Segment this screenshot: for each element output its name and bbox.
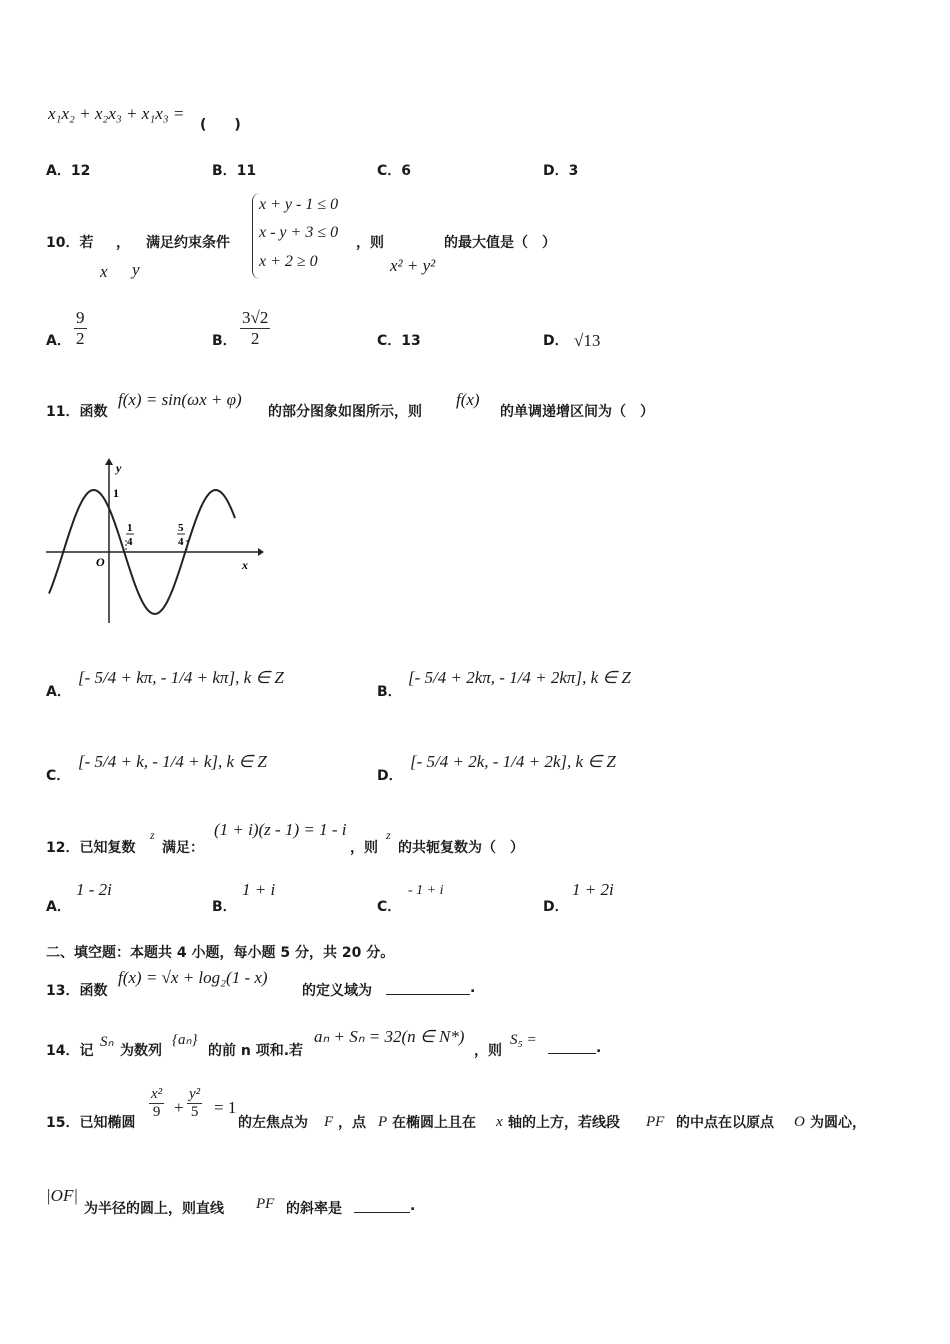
- q15-text-2: ，点: [338, 1115, 366, 1131]
- q15-prefix: 15．已知椭圆: [46, 1115, 136, 1131]
- q11-option-b-interval: [- 5/4 + 2kπ, - 1/4 + 2kπ], k ∈ Z: [408, 668, 631, 687]
- q15-ellipse-rhs: = 1: [214, 1098, 237, 1117]
- q10-option-a-fraction: [74, 308, 87, 349]
- q11-mid: 的部分图象如图所示，则: [268, 404, 422, 420]
- q12-mid: 满足：: [162, 840, 204, 856]
- q10-prefix: 10．若: [46, 235, 94, 251]
- q11-option-d-interval: [- 5/4 + 2k, - 1/4 + 2k], k ∈ Z: [410, 752, 616, 771]
- q10-option-d-label: D．: [543, 333, 569, 349]
- q12-option-c-value: - 1 + i: [408, 883, 444, 898]
- q9-option-d: D．3: [543, 163, 579, 179]
- q14-prefix: 14．记: [46, 1043, 94, 1059]
- q14-sn: Sₙ: [100, 1034, 114, 1050]
- q12-option-b-value: 1 + i: [242, 880, 276, 899]
- q11-option-c-label: C．: [46, 768, 71, 784]
- q10-var-y: y: [132, 260, 140, 279]
- q12-option-b-label: B．: [212, 899, 237, 915]
- q11-function-ref: f(x): [456, 390, 480, 409]
- q15-text-8: 的斜率是: [286, 1201, 342, 1217]
- q14-answer-blank: [548, 1037, 596, 1054]
- q15-text-5: 的中点在以原点: [676, 1115, 774, 1131]
- q15-ellipse-den-2: 5: [190, 1104, 199, 1120]
- q12-then: ，则: [350, 840, 378, 856]
- q12-option-d-value: 1 + 2i: [572, 880, 614, 899]
- q11-option-a-interval: [- 5/4 + kπ, - 1/4 + kπ], k ∈ Z: [78, 668, 284, 687]
- q12-z-ref: z: [386, 828, 391, 842]
- q15-O: O: [794, 1114, 805, 1130]
- q10-option-a-denominator: 2: [76, 329, 85, 348]
- q10-option-b-numerator: 3√2: [242, 308, 269, 327]
- q14-then: ，则: [474, 1043, 502, 1059]
- graph-y-label: y: [116, 461, 122, 475]
- q15-text-7: 为半径的圆上，则直线: [84, 1201, 224, 1217]
- q10-option-d-value: √13: [574, 331, 601, 350]
- x-axis-arrow-icon: [258, 548, 264, 556]
- q14-mid1: 为数列: [120, 1043, 162, 1059]
- q12-option-a-label: A．: [46, 899, 71, 915]
- q10-constraint-3: x + 2 ≥ 0: [259, 253, 318, 270]
- q12-option-c-label: C．: [377, 899, 402, 915]
- q10-option-c: C．13: [377, 333, 421, 349]
- q13-answer-blank: [386, 978, 470, 995]
- q15-text-6: 为圆心，: [810, 1115, 866, 1131]
- q12-suffix: 的共轭复数为（ ）: [398, 840, 524, 856]
- q15-end: .: [410, 1198, 416, 1214]
- q15-ellipse-den-1: 9: [152, 1104, 161, 1120]
- q10-constraint-1: x + y - 1 ≤ 0: [259, 196, 339, 213]
- q11-option-a-label: A．: [46, 684, 71, 700]
- q11-option-b-label: B．: [377, 684, 402, 700]
- q12-z: z: [150, 828, 155, 842]
- q12-prefix: 12．已知复数: [46, 840, 136, 856]
- q13-end: .: [470, 980, 476, 996]
- q15-ellipse-num-1: x²: [151, 1086, 163, 1102]
- q15-P: P: [378, 1114, 388, 1130]
- q13-prefix: 13．函数: [46, 983, 108, 999]
- q12-option-d-label: D．: [543, 899, 569, 915]
- q15-ellipse-fraction-2: [187, 1086, 202, 1121]
- q11-option-d-label: D．: [377, 768, 403, 784]
- q12-equation: (1 + i)(z - 1) = 1 - i: [214, 820, 347, 839]
- q11-option-c-interval: [- 5/4 + k, - 1/4 + k], k ∈ Z: [78, 752, 267, 771]
- section-2-heading: 二、填空题：本题共 4 小题，每小题 5 分，共 20 分。: [46, 945, 395, 961]
- q15-text-3: 在椭圆上且在: [392, 1115, 476, 1131]
- q15-text-1: 的左焦点为: [238, 1115, 308, 1131]
- q10-suffix: 的最大值是（ ）: [444, 235, 556, 251]
- q9-option-a: A．12: [46, 163, 91, 179]
- q14-mid2: 的前 n 项和.若: [208, 1043, 304, 1059]
- q15-PF-ref: PF: [256, 1196, 275, 1212]
- q10-objective: x² + y²: [390, 256, 436, 275]
- tick1-denominator: 4: [127, 536, 133, 548]
- q15-ellipse-num-2: y²: [189, 1086, 201, 1102]
- q11-function: f(x) = sin(ωx + φ): [118, 390, 242, 409]
- q13-suffix: 的定义域为: [302, 983, 372, 999]
- tick2-numerator: 5: [178, 522, 184, 534]
- q9-expression: x₁x₂ + x₂x₃ + x₁x₃ =: [48, 104, 185, 123]
- q10-mid: 满足约束条件: [146, 235, 230, 251]
- q14-sequence: {aₙ}: [172, 1032, 198, 1048]
- tick1-numerator: 1: [127, 522, 133, 534]
- q15-x: x: [496, 1114, 503, 1130]
- q9-option-b: B．11: [212, 163, 257, 179]
- q15-answer-blank: [354, 1196, 410, 1213]
- tick2-denominator: 4: [178, 536, 184, 548]
- q14-end: .: [596, 1040, 602, 1056]
- q15-PF: PF: [646, 1114, 665, 1130]
- q10-comma: ，: [116, 235, 130, 251]
- q10-option-b-denominator: 2: [250, 329, 260, 348]
- q10-option-b-label: B．: [212, 333, 237, 349]
- graph-one-label: 1: [113, 486, 119, 500]
- q10-constraint-system: [252, 193, 363, 279]
- q10-constraint-2: x - y + 3 ≤ 0: [259, 224, 339, 241]
- q9-option-c: C．6: [377, 163, 412, 179]
- q10-var-x: x: [100, 262, 108, 281]
- q10-then: ，则: [356, 235, 384, 251]
- q15-text-4: 轴的上方，若线段: [508, 1115, 620, 1131]
- q12-option-a-value: 1 - 2i: [76, 880, 112, 899]
- q9-answer-paren: ( ): [200, 117, 241, 133]
- q13-function: f(x) = √x + log₂(1 - x): [118, 968, 268, 987]
- q11-suffix: 的单调递增区间为（ ）: [500, 404, 654, 420]
- q14-s5: S₅ =: [510, 1032, 537, 1048]
- q10-option-a-numerator: 9: [76, 308, 85, 327]
- y-axis-arrow-icon: [105, 458, 113, 465]
- q15-F: F: [324, 1114, 334, 1130]
- graph-x-label: x: [242, 558, 248, 572]
- q11-prefix: 11．函数: [46, 404, 108, 420]
- q11-sine-graph: [44, 455, 264, 625]
- q14-condition: aₙ + Sₙ = 32(n ∈ N*): [314, 1027, 465, 1046]
- q15-ellipse-fraction-1: [149, 1086, 164, 1121]
- q15-OF: |OF|: [46, 1186, 79, 1205]
- graph-origin: O: [96, 555, 105, 569]
- q15-plus: +: [174, 1098, 184, 1117]
- q10-option-a-label: A．: [46, 333, 71, 349]
- q10-option-b-fraction: [240, 308, 270, 349]
